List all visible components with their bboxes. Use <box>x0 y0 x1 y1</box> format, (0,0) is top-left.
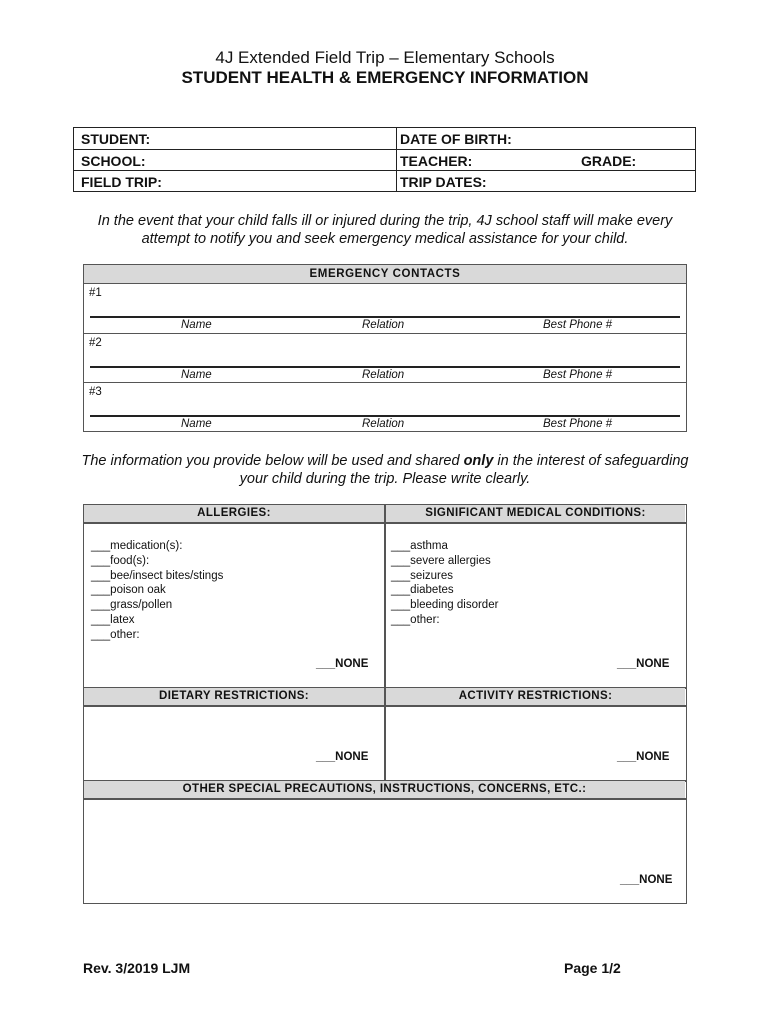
column-divider <box>384 505 386 781</box>
name-label: Name <box>181 319 212 331</box>
conditions-heading: SIGNIFICANT MEDICAL CONDITIONS: <box>386 505 685 522</box>
emergency-contacts-table <box>83 264 687 432</box>
trip-dates-field[interactable]: TRIP DATES: <box>400 174 487 190</box>
contact-number: #1 <box>89 287 102 299</box>
contact-number: #2 <box>89 337 102 349</box>
info-row <box>74 128 695 149</box>
revision-label: Rev. 3/2019 LJM <box>83 960 191 976</box>
info-row <box>74 170 695 192</box>
form-subtitle: STUDENT HEALTH & EMERGENCY INFORMATION <box>181 68 589 87</box>
condition-option[interactable]: ___diabetes <box>391 584 454 597</box>
contact-block[interactable] <box>84 333 686 383</box>
allergy-option[interactable]: ___other: <box>91 628 140 641</box>
relation-label: Relation <box>362 418 405 430</box>
condition-option[interactable]: ___seizures <box>391 569 454 582</box>
phone-label: Best Phone # <box>543 418 613 430</box>
student-info-box <box>73 127 696 192</box>
relation-label: Relation <box>362 369 405 381</box>
relation-label: Relation <box>362 319 405 331</box>
allergies-heading: ALLERGIES: <box>84 505 384 522</box>
emergency-contacts-heading: EMERGENCY CONTACTS <box>84 265 686 284</box>
phone-label: Best Phone # <box>543 319 613 331</box>
page-number: Page 1/2 <box>564 960 621 976</box>
allergy-option[interactable]: ___poison oak <box>91 584 166 597</box>
condition-option[interactable]: ___asthma <box>391 540 448 552</box>
contact-number: #3 <box>89 386 102 398</box>
info-row <box>74 149 695 171</box>
contact-block[interactable] <box>84 284 686 333</box>
health-info-table <box>83 504 687 904</box>
student-field[interactable]: STUDENT: <box>81 131 151 147</box>
dietary-none-option[interactable]: ___NONE <box>316 751 369 763</box>
school-field[interactable]: SCHOOL: <box>81 153 146 169</box>
allergy-option[interactable]: ___bee/insect bites/stings <box>91 569 224 582</box>
contact-line[interactable] <box>90 415 680 417</box>
table-rule <box>84 798 686 800</box>
note-emphasis: only <box>463 453 494 469</box>
grade-field[interactable]: GRADE: <box>581 153 637 169</box>
allergy-option[interactable]: ___food(s): <box>91 554 150 567</box>
name-label: Name <box>181 418 212 430</box>
dietary-heading: DIETARY RESTRICTIONS: <box>84 688 384 705</box>
form-title: 4J Extended Field Trip – Elementary Schools <box>215 48 555 67</box>
note-text: The information you provide below will be used and shared <box>81 453 464 469</box>
allergy-option[interactable]: ___grass/pollen <box>91 599 173 612</box>
phone-label: Best Phone # <box>543 369 613 381</box>
allergy-option[interactable]: ___latex <box>91 613 135 626</box>
intro-text: In the event that your child falls ill or injured during the trip, 4J school staff will make every attempt to notify you and seek emergency medical assistance for your child. <box>97 213 673 247</box>
note-text-end: in the interest of safeguarding your child during the trip. Please write clearly. <box>239 453 689 487</box>
allergy-option[interactable]: ___medication(s): <box>91 540 183 552</box>
usage-note <box>80 452 690 488</box>
activity-none-option[interactable]: ___NONE <box>617 751 670 763</box>
activity-heading: ACTIVITY RESTRICTIONS: <box>386 688 685 705</box>
condition-option[interactable]: ___other: <box>391 613 440 626</box>
dob-field[interactable]: DATE OF BIRTH: <box>400 131 512 147</box>
contact-line[interactable] <box>90 366 680 368</box>
teacher-field[interactable]: TEACHER: <box>400 153 473 169</box>
conditions-list <box>391 539 498 628</box>
other-none-option[interactable]: ___NONE <box>620 874 673 886</box>
allergies-none-option[interactable]: ___NONE <box>316 658 369 670</box>
contact-line[interactable] <box>90 316 680 318</box>
condition-option[interactable]: ___bleeding disorder <box>391 599 499 612</box>
condition-option[interactable]: ___severe allergies <box>391 554 491 567</box>
allergies-list <box>91 539 223 643</box>
other-precautions-heading: OTHER SPECIAL PRECAUTIONS, INSTRUCTIONS, CONCERNS, ETC.: <box>84 781 685 798</box>
name-label: Name <box>181 369 212 381</box>
conditions-none-option[interactable]: ___NONE <box>617 658 670 670</box>
field-trip-field[interactable]: FIELD TRIP: <box>81 174 162 190</box>
contact-block[interactable] <box>84 382 686 432</box>
